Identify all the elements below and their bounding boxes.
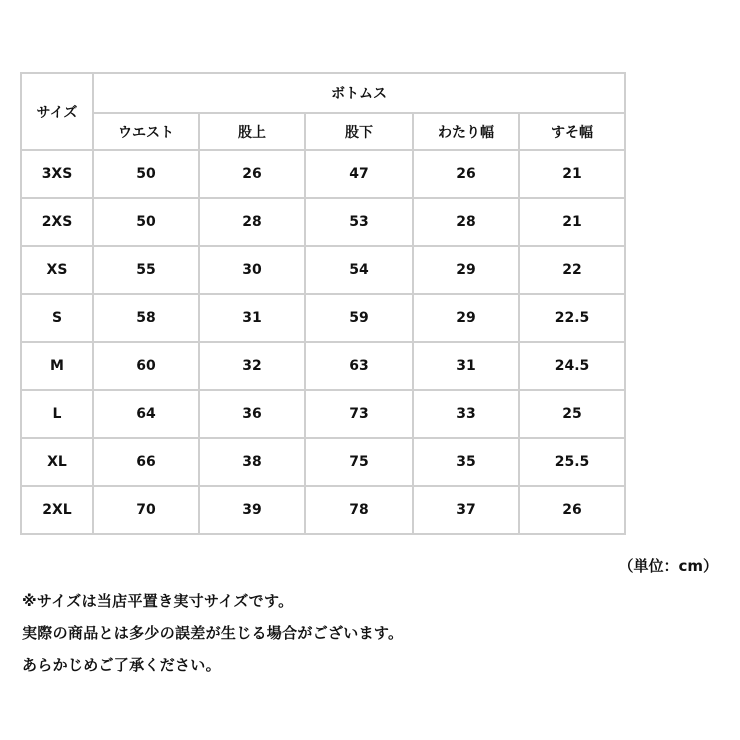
size-cell: 2XL: [21, 486, 93, 534]
note-line-1: ※サイズは当店平置き実寸サイズです。: [22, 592, 294, 610]
measurement-cell: 58: [93, 294, 199, 342]
size-cell: 2XS: [21, 198, 93, 246]
measurement-cell: 22.5: [519, 294, 625, 342]
measurement-cell: 28: [199, 198, 305, 246]
measurement-cell: 22: [519, 246, 625, 294]
table-row: [21, 198, 625, 246]
measurement-cell: 33: [413, 390, 519, 438]
measurement-cell: 78: [305, 486, 413, 534]
column-header-hem-width: すそ幅: [519, 113, 625, 150]
measurement-cell: 50: [93, 198, 199, 246]
size-header: サイズ: [21, 73, 93, 150]
column-header-inseam: 股下: [305, 113, 413, 150]
measurement-cell: 37: [413, 486, 519, 534]
measurement-cell: 75: [305, 438, 413, 486]
note-line-2: 実際の商品とは多少の誤差が生じる場合がございます。: [22, 624, 404, 642]
measurement-cell: 30: [199, 246, 305, 294]
measurement-cell: 54: [305, 246, 413, 294]
measurement-cell: 36: [199, 390, 305, 438]
measurement-cell: 24.5: [519, 342, 625, 390]
table-row: [21, 342, 625, 390]
table-row: [21, 486, 625, 534]
measurement-cell: 29: [413, 246, 519, 294]
size-cell: XL: [21, 438, 93, 486]
column-header-waist: ウエスト: [93, 113, 199, 150]
note-line-3: あらかじめご了承ください。: [22, 656, 221, 674]
measurement-cell: 63: [305, 342, 413, 390]
measurement-cell: 25.5: [519, 438, 625, 486]
measurement-cell: 60: [93, 342, 199, 390]
measurement-cell: 29: [413, 294, 519, 342]
measurement-cell: 35: [413, 438, 519, 486]
measurement-cell: 26: [199, 150, 305, 198]
size-cell: XS: [21, 246, 93, 294]
measurement-cell: 21: [519, 150, 625, 198]
measurement-cell: 32: [199, 342, 305, 390]
measurement-cell: 59: [305, 294, 413, 342]
measurement-cell: 26: [413, 150, 519, 198]
measurement-cell: 31: [413, 342, 519, 390]
size-chart-table: [20, 72, 626, 535]
column-header-thigh-width: わたり幅: [413, 113, 519, 150]
measurement-cell: 47: [305, 150, 413, 198]
measurement-cell: 73: [305, 390, 413, 438]
table-row: [21, 438, 625, 486]
measurement-cell: 31: [199, 294, 305, 342]
units-label: （単位：cm）: [618, 557, 718, 575]
table-row: [21, 390, 625, 438]
table-row: [21, 294, 625, 342]
measurement-cell: 70: [93, 486, 199, 534]
measurement-cell: 38: [199, 438, 305, 486]
column-header-rise: 股上: [199, 113, 305, 150]
measurement-cell: 50: [93, 150, 199, 198]
table-row: [21, 246, 625, 294]
measurement-cell: 26: [519, 486, 625, 534]
table-row: [21, 150, 625, 198]
size-cell: M: [21, 342, 93, 390]
measurement-cell: 55: [93, 246, 199, 294]
bottoms-group-header: ボトムス: [93, 73, 625, 113]
measurement-cell: 39: [199, 486, 305, 534]
size-cell: L: [21, 390, 93, 438]
measurement-cell: 53: [305, 198, 413, 246]
measurement-cell: 28: [413, 198, 519, 246]
measurement-cell: 66: [93, 438, 199, 486]
measurement-cell: 25: [519, 390, 625, 438]
measurement-cell: 64: [93, 390, 199, 438]
measurement-cell: 21: [519, 198, 625, 246]
size-cell: 3XS: [21, 150, 93, 198]
size-cell: S: [21, 294, 93, 342]
